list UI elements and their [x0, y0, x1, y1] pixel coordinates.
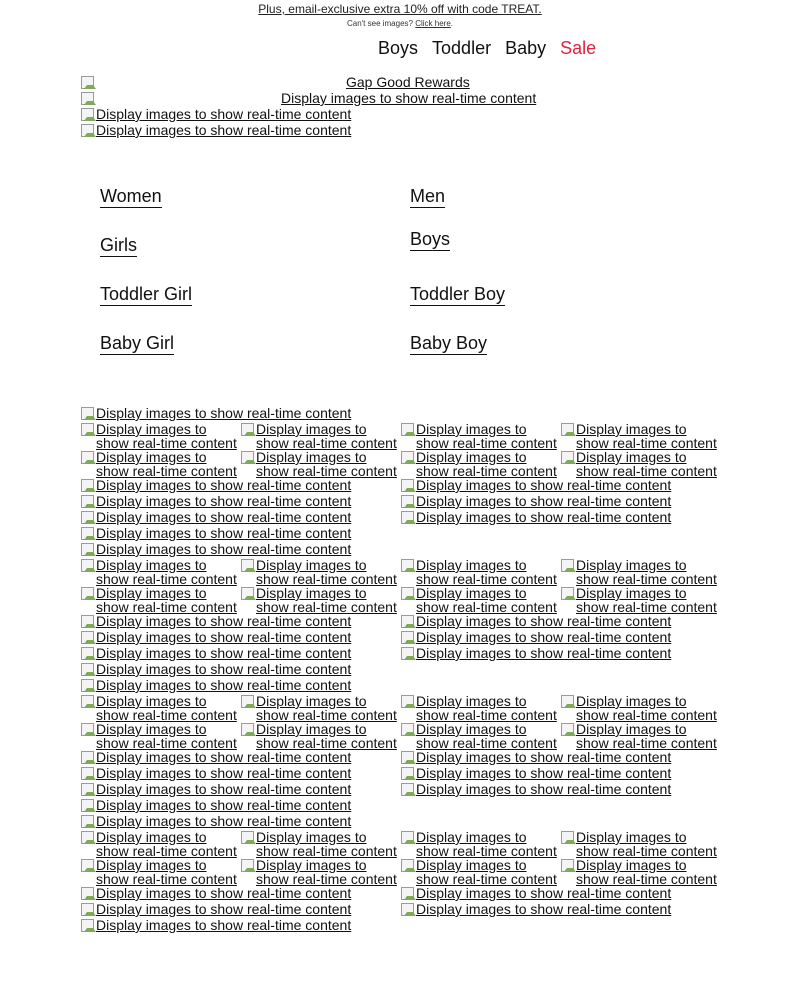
broken-image-alt-text: Display images to show real-time content	[416, 829, 557, 859]
broken-image-icon	[400, 766, 414, 780]
broken-image-alt-text: Display images to show real-time content	[416, 693, 557, 723]
broken-image-alt-text: Display images to show real-time content	[576, 421, 717, 451]
category-girls[interactable]: Girls	[100, 235, 137, 255]
broken-image[interactable]	[80, 422, 240, 450]
broken-image-icon	[80, 558, 94, 572]
broken-image-icon	[400, 722, 414, 736]
broken-image-icon	[560, 694, 574, 708]
broken-image[interactable]	[80, 494, 351, 508]
broken-image-alt-text: Display images to show real-time content	[416, 765, 672, 781]
broken-image-icon	[400, 478, 414, 492]
broken-image[interactable]	[240, 558, 400, 586]
broken-image-icon	[400, 510, 414, 524]
broken-image[interactable]	[80, 886, 351, 900]
broken-image-alt-text: Display images to show real-time content	[256, 829, 397, 859]
category-baby-girl[interactable]: Baby Girl	[100, 333, 175, 353]
broken-image[interactable]	[80, 722, 240, 750]
broken-image-alt-text: Display images to show real-time content	[96, 493, 352, 509]
broken-image-icon	[80, 478, 94, 492]
category-women[interactable]: Women	[100, 186, 162, 206]
broken-image[interactable]	[400, 614, 671, 628]
broken-image-icon	[80, 542, 94, 556]
broken-image[interactable]	[560, 586, 720, 614]
broken-image-icon	[560, 722, 574, 736]
broken-image[interactable]	[560, 450, 720, 478]
broken-image-icon	[560, 830, 574, 844]
broken-image-icon	[400, 494, 414, 508]
broken-image[interactable]	[80, 902, 351, 916]
broken-image-icon	[80, 614, 94, 628]
click-here-link[interactable]: Click here	[415, 19, 451, 28]
broken-image-alt-text: Display images to show real-time content	[96, 829, 237, 859]
broken-image-alt-text: Display images to show real-time content	[96, 405, 352, 421]
broken-image-alt-text: Display images to show real-time content	[576, 721, 717, 751]
broken-image-icon	[80, 510, 94, 524]
broken-image[interactable]	[400, 630, 671, 644]
broken-image[interactable]	[80, 694, 240, 722]
broken-image-icon	[400, 902, 414, 916]
broken-image-alt-text: Display images to show real-time content	[96, 781, 352, 797]
promo-banner-link[interactable]: Plus, email-exclusive extra 10% off with code TREAT.	[258, 2, 542, 16]
broken-image-alt-text: Display images to show real-time content	[96, 693, 237, 723]
broken-image-icon	[560, 450, 574, 464]
broken-image-alt-text: Display images to show real-time content	[416, 585, 557, 615]
broken-image[interactable]	[80, 782, 351, 796]
broken-image-icon	[80, 750, 94, 764]
broken-image[interactable]	[400, 478, 671, 492]
broken-image[interactable]	[400, 646, 671, 660]
broken-image-icon	[240, 450, 254, 464]
broken-image[interactable]	[400, 830, 560, 858]
broken-image[interactable]	[80, 766, 351, 780]
broken-image-alt-text: Display images to show real-time content	[416, 509, 672, 525]
broken-image[interactable]	[80, 814, 351, 828]
top-nav	[378, 37, 596, 59]
broken-image-icon	[240, 858, 254, 872]
broken-image-alt-text: Display images to show real-time content	[96, 661, 352, 677]
broken-image-alt-text: Display images to show real-time content	[416, 477, 672, 493]
broken-image-alt-text: Display images to show real-time content	[416, 885, 672, 901]
broken-image[interactable]	[400, 422, 560, 450]
broken-image-alt-text: Display images to show real-time content	[416, 613, 672, 629]
broken-image-icon	[80, 630, 94, 644]
broken-image-icon	[80, 526, 94, 540]
broken-image-alt-text: Display images to show real-time content	[576, 857, 717, 887]
broken-image-alt-text: Display images to show real-time content	[96, 449, 237, 479]
broken-image-icon	[80, 91, 94, 105]
broken-image[interactable]	[80, 542, 351, 556]
broken-image[interactable]	[400, 586, 560, 614]
broken-image-icon	[80, 123, 94, 137]
broken-image[interactable]	[560, 694, 720, 722]
broken-image-icon	[400, 694, 414, 708]
broken-image-icon	[560, 558, 574, 572]
broken-image[interactable]	[80, 630, 351, 644]
nav-item-baby[interactable]: Baby	[505, 38, 547, 58]
broken-image-alt-text: Display images to show real-time content	[96, 765, 352, 781]
cant-see-images-line	[0, 19, 800, 28]
broken-image-alt-text: Display images to show real-time content	[96, 509, 352, 525]
nav-item-sale[interactable]: Sale	[560, 38, 597, 58]
broken-image-alt-text: Display images to show real-time content	[256, 693, 397, 723]
broken-image[interactable]	[240, 450, 400, 478]
broken-image-alt-text: Display images to show real-time content	[96, 721, 237, 751]
broken-image-alt-text: Display images to show real-time content	[256, 721, 397, 751]
broken-image-alt-text: Display images to show real-time content	[416, 449, 557, 479]
broken-image-alt-text: Display images to show real-time content	[96, 885, 352, 901]
broken-image[interactable]	[80, 662, 351, 676]
broken-image-icon	[240, 694, 254, 708]
broken-image-icon	[400, 858, 414, 872]
broken-image-icon	[80, 830, 94, 844]
broken-image-icon	[400, 422, 414, 436]
broken-image-alt-text: Display images to show real-time content	[96, 541, 352, 557]
broken-image[interactable]	[400, 450, 560, 478]
broken-image[interactable]	[240, 586, 400, 614]
broken-image[interactable]	[80, 646, 351, 660]
broken-image-alt-text: Display images to show real-time content	[96, 677, 352, 693]
broken-image-icon	[80, 678, 94, 692]
broken-image-icon	[240, 422, 254, 436]
broken-image-alt-text: Display images to show real-time content	[96, 477, 352, 493]
broken-image-alt-text: Display images to show real-time content	[416, 749, 672, 765]
broken-image-alt-text: Display images to show real-time content	[416, 901, 672, 917]
broken-image[interactable]	[80, 830, 240, 858]
broken-image[interactable]	[400, 722, 560, 750]
broken-image[interactable]	[400, 886, 671, 900]
header-image-2[interactable]	[80, 91, 96, 105]
broken-image-icon	[80, 722, 94, 736]
broken-image-icon	[80, 814, 94, 828]
broken-image-icon	[80, 782, 94, 796]
broken-image[interactable]	[80, 450, 240, 478]
broken-image[interactable]	[80, 526, 351, 540]
broken-image-alt-text: Display images to show real-time content	[576, 449, 717, 479]
broken-image-alt-text: Display images to show real-time content	[96, 585, 237, 615]
broken-image-alt-text: Display images to show real-time content	[96, 813, 352, 829]
broken-image-alt-text: Display images to show real-time content	[96, 613, 352, 629]
broken-image[interactable]	[80, 478, 351, 492]
broken-image-alt-text: Display images to show real-time content	[96, 629, 352, 645]
broken-image-icon	[80, 886, 94, 900]
broken-image-icon	[240, 558, 254, 572]
broken-image[interactable]	[80, 510, 351, 524]
nav-item-toddler[interactable]: Toddler	[432, 38, 492, 58]
broken-image-icon	[560, 858, 574, 872]
broken-image[interactable]	[400, 782, 671, 796]
category-baby-boy[interactable]: Baby Boy	[410, 333, 488, 353]
broken-image-alt-text: Display images to show real-time content	[576, 557, 717, 587]
broken-image-icon	[80, 646, 94, 660]
broken-image-alt-text: Display images to show real-time content	[256, 449, 397, 479]
broken-image-icon	[80, 662, 94, 676]
broken-image-icon	[400, 586, 414, 600]
broken-image[interactable]	[80, 798, 351, 812]
gap-good-rewards-link[interactable]: Gap Good Rewards	[346, 74, 470, 90]
broken-image[interactable]	[400, 902, 671, 916]
broken-image-alt-text: Display images to show real-time content	[416, 493, 672, 509]
broken-image-icon	[400, 558, 414, 572]
broken-image-alt-text: Display images to show real-time content	[256, 557, 397, 587]
broken-image[interactable]	[240, 858, 400, 886]
broken-image-icon	[80, 858, 94, 872]
broken-image-icon	[400, 886, 414, 900]
category-toddler-girl[interactable]: Toddler Girl	[100, 284, 193, 304]
broken-image-icon	[80, 422, 94, 436]
broken-image[interactable]	[560, 558, 720, 586]
broken-image[interactable]	[400, 558, 560, 586]
cant-see-period: .	[450, 19, 454, 28]
broken-image-icon	[560, 422, 574, 436]
broken-image-icon	[400, 614, 414, 628]
broken-image-alt-text: Display images to show real-time content	[96, 421, 237, 451]
broken-image[interactable]	[240, 422, 400, 450]
category-men[interactable]: Men	[410, 186, 446, 206]
broken-image[interactable]	[80, 406, 351, 420]
category-toddler-boy[interactable]: Toddler Boy	[410, 284, 506, 304]
broken-image-icon	[80, 107, 94, 121]
broken-image-alt-text: Display images to show real-time content	[256, 421, 397, 451]
broken-image[interactable]	[240, 694, 400, 722]
broken-image-alt-text: Display images to show real-time content	[576, 829, 717, 859]
broken-image-alt-text: Display images to show real-time content	[96, 749, 352, 765]
broken-image-alt-text: Display images to show real-time content	[96, 857, 237, 887]
broken-image[interactable]	[80, 858, 240, 886]
broken-image[interactable]: Display images to show real-time content	[80, 123, 351, 137]
broken-image-alt-text: Display images to show real-time content	[576, 693, 717, 723]
broken-image-alt-text: Display images to show real-time content	[416, 629, 672, 645]
cant-see-label: Can't see images?	[346, 19, 413, 28]
broken-image-icon	[400, 830, 414, 844]
broken-image-icon	[80, 406, 94, 420]
broken-image[interactable]	[560, 422, 720, 450]
broken-image[interactable]	[80, 678, 351, 692]
broken-image-icon	[400, 630, 414, 644]
broken-image[interactable]	[400, 766, 671, 780]
header-image[interactable]	[80, 75, 96, 89]
broken-image-alt-text: Display images to show real-time content	[96, 525, 352, 541]
broken-image[interactable]	[400, 694, 560, 722]
broken-image-alt-text: Display images to show real-time content	[96, 901, 352, 917]
broken-image[interactable]	[400, 494, 671, 508]
broken-image[interactable]	[240, 722, 400, 750]
broken-image-icon	[240, 830, 254, 844]
broken-image[interactable]	[80, 750, 351, 764]
broken-image-icon	[400, 782, 414, 796]
broken-image-icon	[80, 902, 94, 916]
broken-image-icon	[80, 766, 94, 780]
broken-image-icon	[400, 750, 414, 764]
broken-image[interactable]	[400, 858, 560, 886]
broken-image-alt-text: Display images to show real-time content	[256, 857, 397, 887]
broken-image-icon	[80, 586, 94, 600]
broken-image-icon	[80, 450, 94, 464]
broken-image-alt-text: Display images to show real-time content	[416, 721, 557, 751]
broken-image[interactable]	[560, 722, 720, 750]
broken-image-alt-text: Display images to show real-time content	[256, 585, 397, 615]
broken-image[interactable]	[560, 830, 720, 858]
broken-image[interactable]	[240, 830, 400, 858]
broken-image-icon	[400, 450, 414, 464]
broken-image-alt-text: Display images to show real-time content	[96, 645, 352, 661]
broken-image[interactable]	[560, 858, 720, 886]
broken-image-alt-text: Display images to show real-time content	[96, 557, 237, 587]
broken-image[interactable]: Display images to show real-time content	[80, 107, 351, 121]
broken-image[interactable]	[400, 510, 671, 524]
broken-image-icon	[560, 586, 574, 600]
nav-item-boys[interactable]: Boys	[378, 38, 419, 58]
realtime-content-link[interactable]: Display images to show real-time content	[281, 90, 537, 106]
broken-image-icon	[80, 494, 94, 508]
broken-image-alt-text: Display images to show real-time content	[96, 917, 352, 933]
broken-image-alt-text: Display images to show real-time content	[416, 857, 557, 887]
broken-image-alt-text: Display images to show real-time content	[576, 585, 717, 615]
broken-image-icon	[80, 75, 94, 89]
broken-image-alt-text: Display images to show real-time content	[416, 557, 557, 587]
broken-image[interactable]	[80, 918, 351, 932]
broken-image[interactable]	[80, 586, 240, 614]
broken-image-alt-text: Display images to show real-time content	[96, 797, 352, 813]
broken-image-alt-text: Display images to show real-time content	[416, 645, 672, 661]
broken-image-alt-text: Display images to show real-time content	[416, 781, 672, 797]
broken-image[interactable]	[80, 558, 240, 586]
broken-image-alt-text: Display images to show real-time content	[416, 421, 557, 451]
broken-image-icon	[240, 586, 254, 600]
broken-image-icon	[400, 646, 414, 660]
broken-image[interactable]	[400, 750, 671, 764]
broken-image[interactable]	[80, 614, 351, 628]
broken-image-icon	[80, 918, 94, 932]
category-boys[interactable]: Boys	[410, 229, 451, 249]
broken-image-icon	[240, 722, 254, 736]
broken-image-icon	[80, 694, 94, 708]
broken-image-icon	[80, 798, 94, 812]
